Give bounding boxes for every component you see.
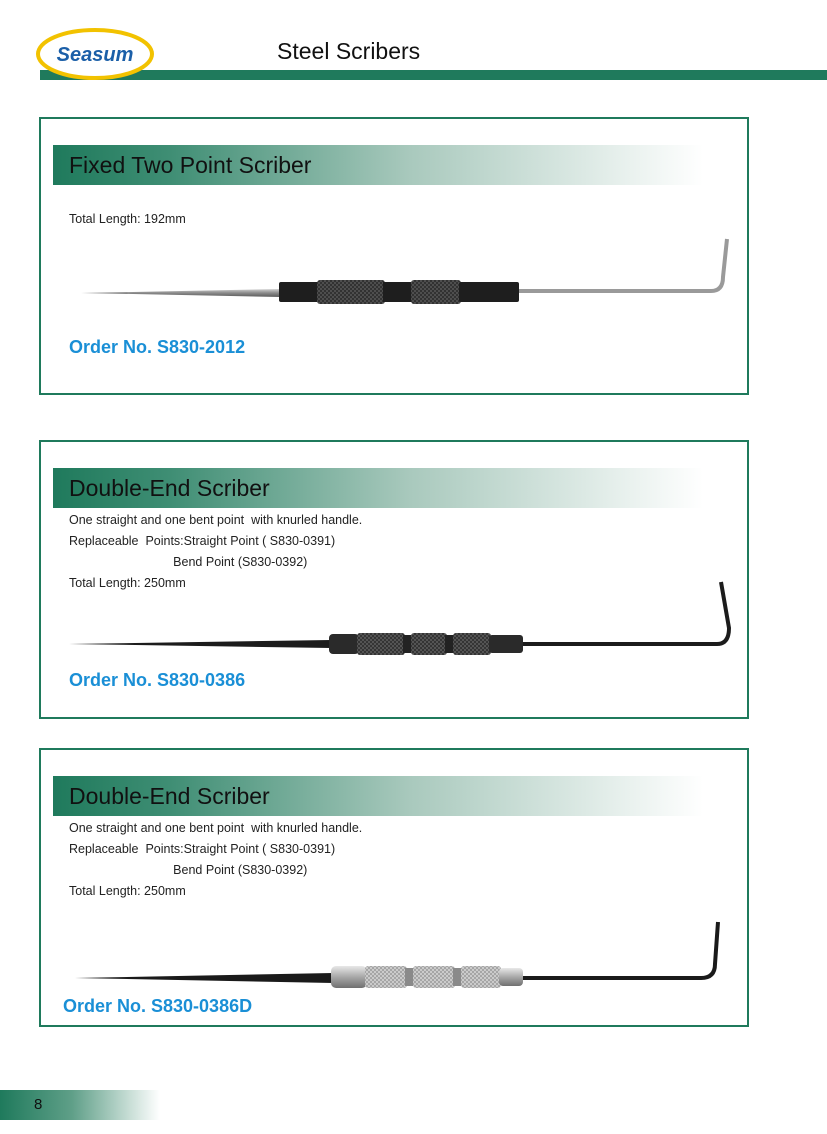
- spec-line: Bend Point (S830-0392): [69, 863, 308, 877]
- product-description: [69, 209, 186, 230]
- product-title-bar: [53, 776, 703, 816]
- spec-line: One straight and one bent point with knurled handle.: [69, 821, 363, 835]
- double-end-scriber-d-image: [75, 920, 725, 990]
- spec-line: Replaceable Points:Straight Point ( S830-0391): [69, 534, 336, 548]
- page-number: 8: [34, 1096, 43, 1113]
- product-card-fixed-two-point: [39, 117, 749, 395]
- spec-line: One straight and one bent point with knurled handle.: [69, 513, 363, 527]
- header-rule: [40, 70, 827, 80]
- spec-line: Bend Point (S830-0392): [69, 555, 308, 569]
- product-title-bar: [53, 145, 703, 185]
- double-end-scriber-image: [69, 578, 739, 658]
- spec-line: Total Length: 250mm: [69, 884, 186, 898]
- order-number: Order No. S830-0386D: [63, 996, 253, 1016]
- seasum-logo: [36, 28, 154, 80]
- product-title: Fixed Two Point Scriber: [69, 152, 312, 178]
- order-number: Order No. S830-2012: [69, 337, 246, 357]
- product-description: [69, 818, 362, 902]
- product-title: Double-End Scriber: [69, 783, 270, 809]
- spec-line: Total Length: 250mm: [69, 576, 186, 590]
- product-title: Double-End Scriber: [69, 475, 270, 501]
- svg-text:Seasum: Seasum: [56, 44, 134, 66]
- fixed-two-point-scriber-image: [81, 237, 741, 307]
- product-title-bar: [53, 468, 703, 508]
- footer-bar: [0, 1090, 160, 1120]
- spec-line: Total Length: 192mm: [69, 212, 186, 226]
- spec-line: Replaceable Points:Straight Point ( S830-0391): [69, 842, 336, 856]
- order-number: Order No. S830-0386: [69, 670, 246, 690]
- product-card-double-end: [39, 440, 749, 719]
- page-title: Steel Scribers: [277, 38, 421, 64]
- product-card-double-end-d: [39, 748, 749, 1027]
